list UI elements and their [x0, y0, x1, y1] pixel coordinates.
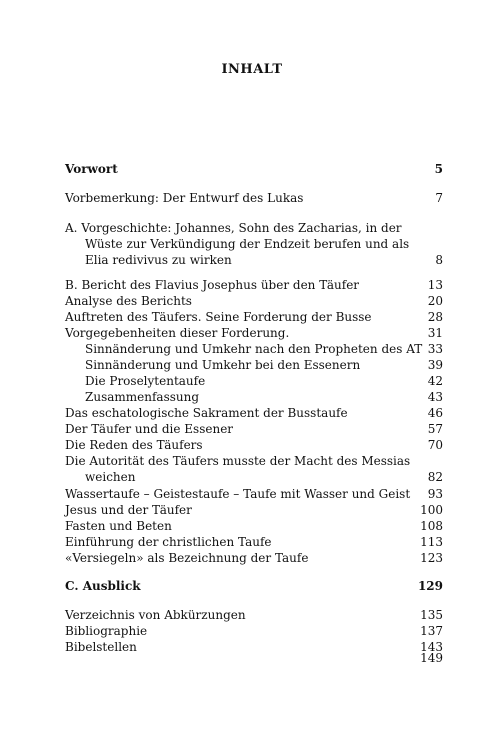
toc-entry-page: 137	[420, 624, 443, 638]
page-number: 149	[420, 651, 443, 665]
toc-entry-page: 113	[420, 535, 443, 549]
toc-entry-title: Der Täufer und die Essener	[65, 422, 234, 436]
toc-entry-page: 123	[420, 551, 443, 565]
toc-entry-title: Vorbemerkung: Der Entwurf des Lukas	[65, 191, 304, 205]
toc-entry-title: Verzeichnis von Abkürzungen	[65, 608, 246, 622]
toc-entry-title: Die Proselytentaufe	[85, 374, 206, 388]
toc-entry-page: 143	[420, 640, 443, 654]
toc-entry-page: 135	[420, 608, 443, 622]
page-title: INHALT	[221, 62, 283, 77]
toc-entry-title: Das eschatologische Sakrament der Busstaufe	[65, 406, 348, 420]
toc-entry-page: 28	[427, 310, 443, 324]
toc-entry-page: 33	[427, 342, 443, 356]
toc-entry-title: Auftreten des Täufers. Seine Forderung der Busse	[65, 310, 372, 324]
toc-entry-title: Analyse des Berichts	[65, 294, 192, 308]
toc-entry-title: Bibliographie	[65, 624, 148, 638]
toc-entry-page: 46	[427, 406, 443, 420]
toc-entry-title: Elia redivivus zu wirken	[85, 253, 232, 267]
toc-entry-page: 13	[427, 278, 443, 292]
toc-entry-page: 7	[435, 191, 443, 205]
toc-entry-title: C. Ausblick	[65, 579, 141, 593]
toc-entry-page: 82	[427, 470, 443, 484]
toc-entry-page: 93	[427, 487, 443, 501]
toc-entry-title: Die Reden des Täufers	[65, 438, 203, 452]
toc-entry-title: Sinnänderung und Umkehr bei den Essenern	[85, 358, 361, 372]
toc-entry-page: 8	[435, 253, 443, 267]
toc-entry-page: 5	[434, 162, 443, 176]
toc-entry-page: 43	[427, 390, 443, 404]
toc-entry-page: 42	[427, 374, 443, 388]
toc-entry-title: Bibelstellen	[65, 640, 137, 654]
toc-entry-title: weichen	[85, 470, 136, 484]
toc-entry-page: 129	[417, 579, 443, 593]
toc-entry-title: Vorgegebenheiten dieser Forderung.	[65, 326, 290, 340]
toc-entry-title: Einführung der christlichen Taufe	[65, 535, 272, 549]
toc-entry-page: 70	[427, 438, 443, 452]
toc-entry-title: Die Autorität des Täufers musste der Macht des Messias	[65, 454, 411, 468]
toc-entry-page: 57	[427, 422, 443, 436]
toc-entry-page: 31	[427, 326, 443, 340]
toc-entry-title: Jesus und der Täufer	[65, 503, 192, 517]
toc-entry-title: B. Bericht des Flavius Josephus über den Täufer	[65, 278, 360, 292]
toc-entry-title: A. Vorgeschichte: Johannes, Sohn des Zacharias, in der	[65, 221, 402, 235]
toc-entry-page: 100	[420, 503, 443, 517]
toc-entry-title: Zusammenfassung	[85, 390, 200, 404]
toc-entry-title: Sinnänderung und Umkehr nach den Propheten des AT	[85, 342, 423, 356]
toc-entry-title: Fasten und Beten	[65, 519, 172, 533]
toc-entry-page: 108	[420, 519, 443, 533]
toc-entry-title: «Versiegeln» als Bezeichnung der Taufe	[65, 551, 309, 565]
toc-entry-title: Vorwort	[65, 162, 118, 176]
toc-entry-title: Wassertaufe – Geistestaufe – Taufe mit Wasser und Geist	[65, 487, 411, 501]
toc-entry-page: 39	[427, 358, 443, 372]
toc-entry-title: Wüste zur Verkündigung der Endzeit berufen und als	[85, 237, 410, 251]
toc-entry-page: 20	[427, 294, 443, 308]
